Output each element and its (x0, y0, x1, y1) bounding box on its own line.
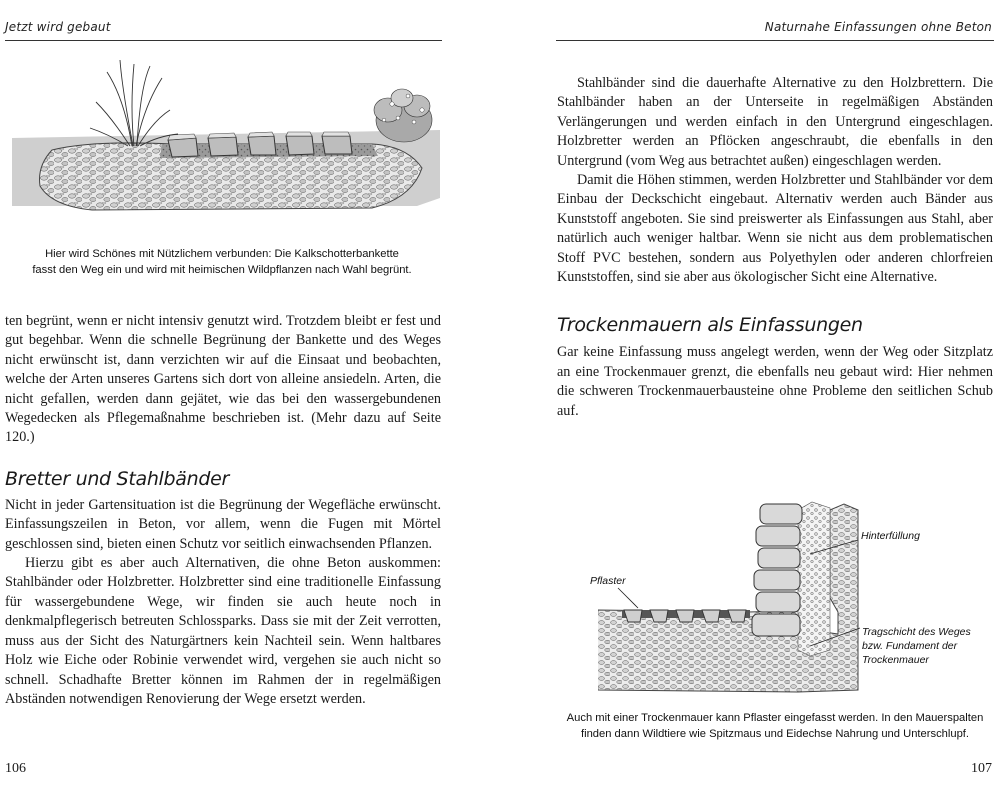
heading-trockenmauern: Trockenmauern als Einfassungen (557, 314, 863, 337)
trockenmauer-illustration (598, 500, 978, 700)
page-number-right: 107 (971, 761, 992, 776)
right-paragraph-2: Damit die Höhen stimmen, werden Holzbretter und Stahlbänder vor dem Einbau der Deckschicht eingebaut. Alternativ werden auch Bänder aus Kunststoff angeboten. Sie sind preiswerter als Einfassungen aus Stahl, aber natürlich auch weniger haltbar. Wenn sie nicht aus dem problematischen Stoff PVC bestehen, sondern aus Polyethylen oder anderen chlorfreien Kunststoffen, sind sie aber aus ökologischer Sicht eine Alternative. (557, 172, 993, 286)
running-head-right: Naturnahe Einfassungen ohne Beton (764, 20, 992, 34)
label-pflaster: Pflaster (590, 575, 626, 587)
right-paragraph-3: Gar keine Einfassung muss angelegt werden, wenn der Weg oder Sitzplatz an eine Trockenmauer grenzt, die ebenfalls neu gebaut wird: Hier nehmen die schweren Trockenmauerbausteine ohne Probleme den seitlichen Schub auf. (557, 344, 993, 419)
label-hinterfuellung: Hinterfüllung (861, 530, 920, 542)
figure-caption-right-line1: Auch mit einer Trockenmauer kann Pflaster eingefasst werden. In den Mauerspalten (566, 712, 984, 724)
right-paragraph-1: Stahlbänder sind die dauerhafte Alternative zu den Holzbrettern. Die Stahlbänder haben an der Unterseite in regelmäßigen Abständen Verlängerungen und werden einfach in den Untergrund eingeschlagen. Holzbretter werden an Pflöcken angeschraubt, die ebenfalls in den Untergrund (vom Weg aus betrachtet außen) eingeschlagen werden. (557, 75, 993, 169)
left-page-body (5, 312, 441, 709)
label-tragschicht-line3: Trockenmauer (862, 654, 929, 666)
figure-caption-left (0, 246, 444, 278)
running-head-left: Jetzt wird gebaut (5, 20, 111, 34)
figure-caption-right-line2: finden dann Wildtiere wie Spitzmaus und Eidechse Nahrung und Unterschlupf. (580, 728, 970, 740)
figure-caption-right (552, 710, 998, 742)
header-rule-right (556, 40, 994, 41)
header-rule-left (5, 40, 442, 41)
left-paragraph-1: ten begrünt, wenn er nicht intensiv genutzt wird. Trotzdem bleibt er fest und gut begehbar. Wenn die schnelle Begrünung der Bankette und des Weges nicht erwünscht ist, dann verzichten wir auf die Einsaat und beobachten, welche der Arten unseres Gartens sich dort von alleine ansiedeln. Arten, die nicht gefallen, werden dann gejätet, wie das bei den wassergebundenen Wegedecken als Pflegemaßnahme beschrieben ist. (Mehr dazu auf Seite 120.) (5, 313, 441, 446)
figure-caption-left-line2: fasst den Weg ein und wird mit heimischen Wildpflanzen nach Wahl begrünt. (32, 264, 412, 276)
page-number-left: 106 (5, 761, 26, 776)
label-tragschicht (862, 625, 971, 667)
label-tragschicht-line2: bzw. Fundament der (862, 640, 958, 652)
heading-bretter-stahlbaender: Bretter und Stahlbänder (5, 467, 230, 490)
label-tragschicht-line1: Tragschicht des Weges (862, 626, 971, 638)
kalkschotter-illustration (12, 58, 440, 238)
right-page-body (557, 74, 993, 421)
figure-caption-left-line1: Hier wird Schönes mit Nützlichem verbunden: Die Kalkschotterbankette (45, 248, 399, 260)
left-paragraph-2: Nicht in jeder Gartensituation ist die Begrünung der Wegefläche erwünscht. Einfassungszeilen in Beton, vor allem, wenn die Fugen mit Mörtel geschlossen sind, bieten einen Schutz vor seitlich einwachsenden Pflanzen. (5, 496, 441, 552)
left-paragraph-3: Hierzu gibt es aber auch Alternativen, die ohne Beton auskommen: Stahlbänder oder Holzbretter. Holzbretter sind eine traditionelle Einfassung für wassergebundene Wege, wir finden sie auch heute noch in denkmalpflegerisch betreuten Schlossparks. Dass sie mit der Zeit verrotten, muss aus der Sicht des Naturgärtners kein Nachteil sein. Wenn haltbares Holz wie Eiche oder Robinie verwendet wird, vergehen sie auch nicht so schnell. Schadhafte Bretter können im Rahmen der in regelmäßigen Abständen notwendigen Renovierung der Wege ersetzt werden. (5, 555, 441, 707)
